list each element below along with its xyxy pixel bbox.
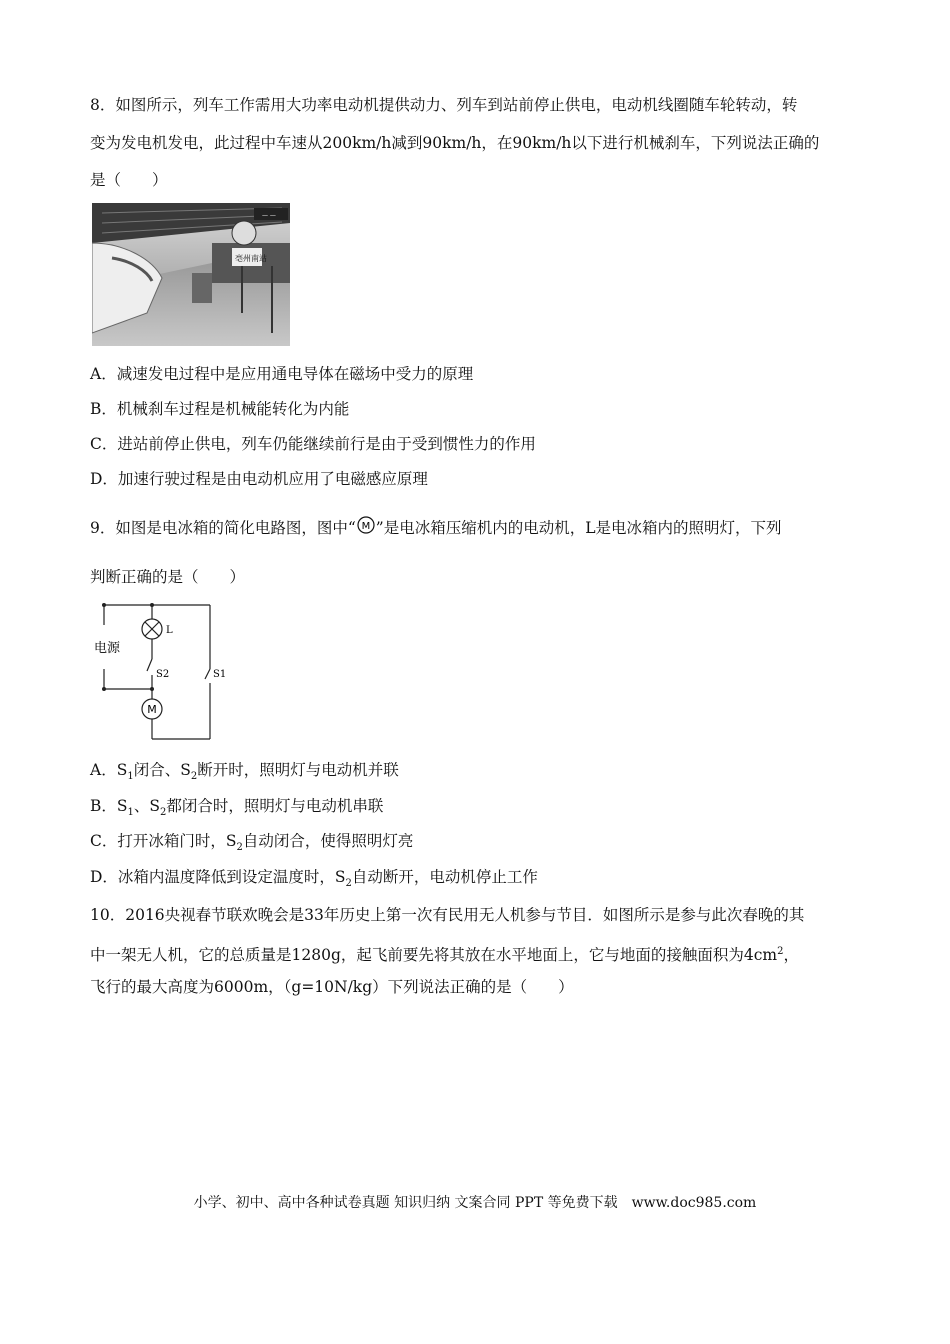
- q9-stem-line-1: 9．如图是电冰箱的简化电路图，图中“ M ”是电冰箱压缩机内的电动机，L是电冰箱内的照明灯，下列: [90, 515, 782, 538]
- q10-stem-line-2: 中一架无人机，它的总质量是1280g，起飞前要先将其放在水平地面上，它与地面的接触面积为$4cm^2$，: [90, 946, 800, 965]
- q9-option-d: D．冰箱内温度降低到设定温度时，$S_2$自动断开，电动机停止工作: [90, 868, 538, 890]
- fridge-circuit-diagram: [92, 597, 232, 745]
- power-source-label: 电源: [94, 641, 121, 656]
- q9-option-a: A．$S_1$闭合、$S_2$断开时，照明灯与电动机并联: [90, 761, 399, 783]
- page-footer: 小学、初中、高中各种试卷真题 知识归纳 文案合同 PPT 等免费下载 www.doc985.com: [193, 1195, 757, 1211]
- q9-option-c: C．打开冰箱门时，$S_2$自动闭合，使得照明灯亮: [90, 832, 414, 854]
- train-station-photo: [92, 203, 290, 346]
- q9-option-b: B．$S_1$、$S_2$都闭合时，照明灯与电动机串联: [90, 797, 384, 819]
- q8-option-c: C．进站前停止供电，列车仍能继续前行是由于受到惯性力的作用: [90, 435, 536, 453]
- motor-label: M: [147, 703, 157, 716]
- q10-stem-line-1: 10．2016央视春节联欢晚会是33年历史上第一次有民用无人机参与节目．如图所示是参与此次春晚的其: [90, 906, 805, 924]
- q8-option-b: B．机械刹车过程是机械能转化为内能: [90, 400, 350, 418]
- q8-option-d: D．加速行驶过程是由电动机应用了电磁感应原理: [90, 470, 428, 488]
- svg-text:— —: — —: [262, 212, 276, 219]
- station-sign-text: 亳州南站: [235, 254, 267, 263]
- motor-symbol-icon: [356, 515, 376, 535]
- q8-option-a: A．减速发电过程中是应用通电导体在磁场中受力的原理: [90, 365, 474, 383]
- q8-stem-line-3: 是（ ）: [90, 171, 168, 189]
- q8-stem-line-1: 8．如图所示，列车工作需用大功率电动机提供动力、列车到站前停止供电，电动机线圈随车轮转动，转: [90, 96, 798, 114]
- svg-text:M: M: [361, 521, 371, 532]
- switch-s2-label: S2: [156, 669, 170, 680]
- lamp-label: L: [166, 625, 173, 636]
- switch-s1-label: S1: [213, 669, 227, 680]
- q10-stem-line-3: 飞行的最大高度为6000m，（g=10N/kg）下列说法正确的是（ ）: [90, 978, 574, 996]
- q8-stem-line-2: 变为发电机发电，此过程中车速从200km/h减到90km/h，在90km/h以下进行机械刹车，下列说法正确的: [90, 134, 820, 152]
- q9-stem-line-2: 判断正确的是（ ）: [90, 568, 246, 586]
